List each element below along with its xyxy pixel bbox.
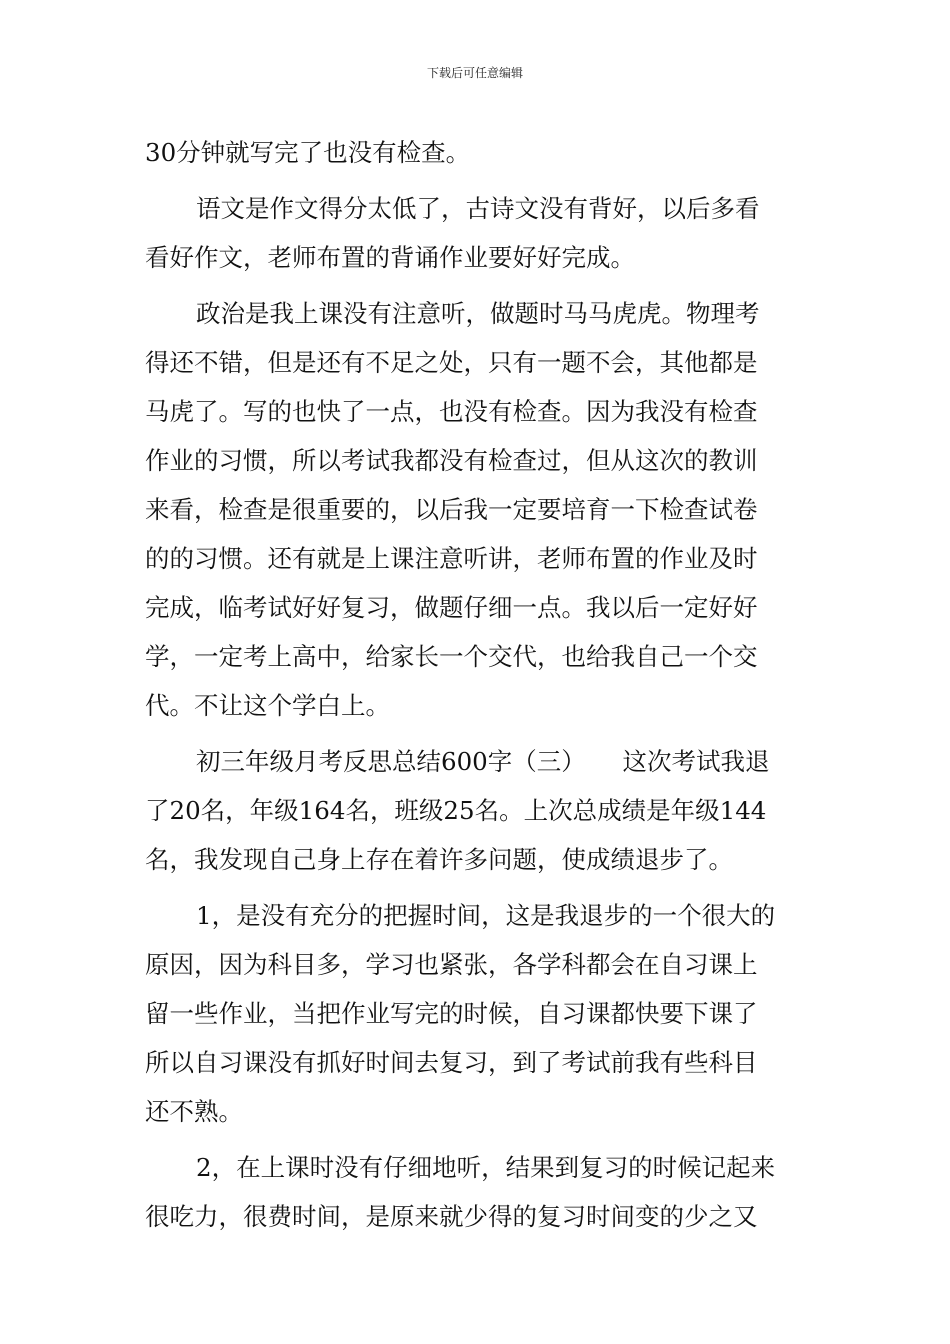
text-line: 原因，因为科目多，学习也紧张，各学科都会在自习课上	[145, 950, 758, 979]
text-line: 语文是作文得分太低了，古诗文没有背好，以后多看	[196, 194, 760, 223]
text-line: 完成，临考试好好复习，做题仔细一点。我以后一定好好	[145, 593, 758, 622]
text-line: 代。不让这个学白上。	[145, 691, 390, 720]
body-text	[145, 128, 805, 1241]
text-line: 很吃力，很费时间，是原来就少得的复习时间变的少之又	[145, 1202, 758, 1231]
text-line: 所以自习课没有抓好时间去复习，到了考试前我有些科目	[145, 1048, 758, 1077]
text-line: 还不熟。	[145, 1097, 243, 1126]
text-line: 初三年级月考反思总结600字（三） 这次考试我退	[196, 747, 770, 776]
text-line: 留一些作业，当把作业写完的时候，自习课都快要下课了	[145, 999, 758, 1028]
text-line: 名，我发现自己身上存在着许多问题，使成绩退步了。	[145, 845, 733, 874]
text-line: 马虎了。写的也快了一点，也没有检查。因为我没有检查	[145, 397, 758, 426]
text-line: 学，一定考上高中，给家长一个交代，也给我自己一个交	[145, 642, 758, 671]
text-line: 政治是我上课没有注意听，做题时马马虎虎。物理考	[196, 299, 760, 328]
text-line: 得还不错，但是还有不足之处，只有一题不会，其他都是	[145, 348, 758, 377]
text-line: 看好作文，老师布置的背诵作业要好好完成。	[145, 243, 635, 272]
text-line: 2，在上课时没有仔细地听，结果到复习的时候记起来	[196, 1153, 776, 1182]
text-line: 30分钟就写完了也没有检查。	[145, 138, 471, 167]
header-note: 下载后可任意编辑	[426, 66, 523, 80]
text-line: 了20名，年级164名，班级25名。上次总成绩是年级144	[145, 796, 767, 825]
text-line: 1，是没有充分的把握时间，这是我退步的一个很大的	[196, 901, 776, 930]
text-line: 作业的习惯，所以考试我都没有检查过，但从这次的教训	[145, 446, 758, 475]
text-line: 来看，检查是很重要的，以后我一定要培育一下检查试卷	[145, 495, 758, 524]
text-line: 的的习惯。还有就是上课注意听讲，老师布置的作业及时	[145, 544, 758, 573]
